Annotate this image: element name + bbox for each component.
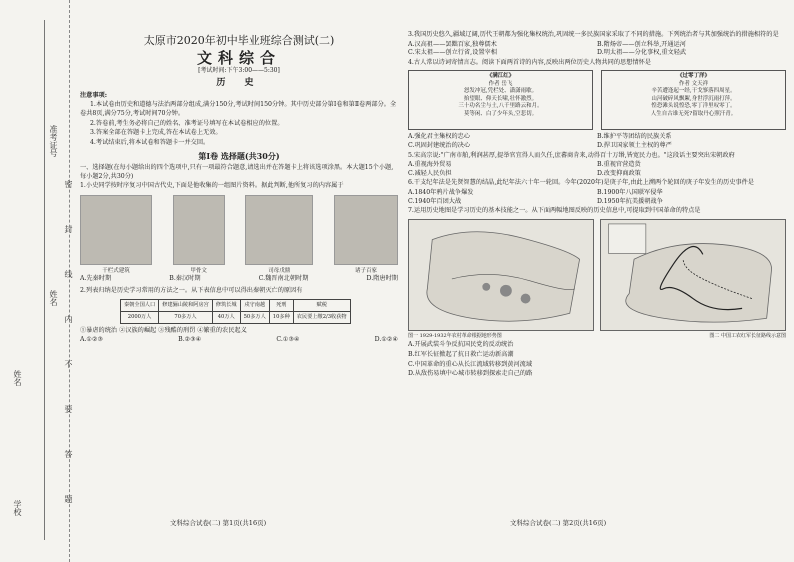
table-cell: 70多万人 bbox=[159, 311, 213, 323]
q3-options bbox=[408, 41, 786, 58]
table-cell: 2000万人 bbox=[121, 311, 159, 323]
page-footer-1: 文科综合试卷(二) 第1页(共16页) bbox=[170, 519, 267, 527]
option: D.1950年抗美援朝战争 bbox=[597, 197, 663, 205]
poem-boxes bbox=[408, 70, 786, 130]
option: B.重视官营造货 bbox=[597, 161, 641, 169]
poem-box-2 bbox=[601, 70, 786, 130]
table-cell: 修建骊山陵和阿房宫 bbox=[159, 299, 213, 311]
seal-char: 内 bbox=[64, 315, 73, 323]
note-item: 4.考试结束后,将本试卷和答题卡一并交回。 bbox=[90, 138, 210, 146]
map-caption: 图一 1929-1932年农村革命根据地形势图 bbox=[408, 332, 502, 339]
poem-title: 《满江红》 bbox=[486, 73, 515, 80]
seal-char: 要 bbox=[64, 405, 73, 413]
table-cell: 死刑 bbox=[269, 299, 293, 311]
table-cell: 40万人 bbox=[212, 311, 240, 323]
option: A.1840年鸦片战争爆发 bbox=[408, 188, 474, 196]
poem-author: 作者 岳飞 bbox=[488, 80, 513, 87]
note-item: 2.答卷前,考生务必将自己的姓名、准考证号填写在本试卷相应的位置。 bbox=[90, 119, 284, 127]
table-cell: 戍守南越 bbox=[240, 299, 269, 311]
option: A.汉高祖——罢黜百家,独尊儒术 bbox=[408, 40, 497, 48]
q1-images bbox=[80, 195, 398, 265]
caption: 甲骨文 bbox=[190, 267, 207, 274]
exam-title: 太原市2020年初中毕业班综合测试(二) bbox=[143, 34, 335, 47]
map-long-march bbox=[600, 219, 786, 331]
zkzh-label: 准考证号 bbox=[49, 125, 58, 157]
exam-time: [考试时间:下午3:00——5:30] bbox=[198, 66, 280, 74]
question-5: 5.宋高宗说:"广南市舶,利润甚厚,提举官宜得人而久任,庶蕃商肯来,动得百十万缗,皆宽民力也。"这段话主要突出宋朝政府 bbox=[408, 151, 735, 159]
question-7: 7.运用历史地图是学习历史的基本技能之一。从下面两幅地图反映的历史信息中,可提取到中国革命的特点是 bbox=[408, 207, 701, 215]
option: B.②③④ bbox=[178, 336, 202, 344]
page-footer-2: 文科综合试卷(二) 第2页(共16页) bbox=[510, 519, 607, 527]
name-label-2: 姓名 bbox=[13, 370, 22, 386]
section-intro: 一、选择题(在每小题给出的四个选项中,只有一项最符合题意,请选出并在答题卡上将该选项涂黑。本大题15个小题,每小题2分,共30分) bbox=[80, 163, 394, 180]
option: C.1940年百团大战 bbox=[408, 197, 462, 205]
option: B.红军长征掀起了抗日救亡运动新高潮 bbox=[408, 350, 514, 358]
option: A.先秦时期 bbox=[80, 275, 112, 283]
poem-line: 莫等闲、白了少年头,空悲切。 bbox=[463, 110, 538, 117]
poem-line: 人生自古谁无死?留取丹心照汗青。 bbox=[650, 110, 737, 117]
question-3: 3.我国历史悠久,疆域辽阔,历代王朝都为强化集权统治,巩固统一多民族国家采取了不同的措施。下列统治者与其加强统治的措施相符的是 bbox=[408, 31, 779, 38]
poem-line: 惶恐滩头说惶恐,零丁洋里叹零丁。 bbox=[651, 103, 736, 110]
table-cell: 赋税 bbox=[293, 299, 350, 311]
question-6: 6.干支纪年法是先贤智慧的结晶,此纪年法六十年一轮回。今年(2020年)是庚子年,由此上溯两个轮回的庚子年发生的历史事件是 bbox=[408, 179, 754, 187]
map-base-areas bbox=[408, 219, 594, 331]
table-cell: 秦朝全国人口 bbox=[121, 299, 159, 311]
map-base-areas-svg bbox=[409, 220, 593, 330]
section-history: 历 史 bbox=[216, 78, 262, 89]
note-item: 1.本试卷由历史和道德与法治两部分组成,满分150分,考试时间150分钟。其中历史部分第Ⅰ卷和第Ⅱ卷两部分。全卷共8页,满分75分,考试时间70分钟。 bbox=[80, 101, 397, 117]
q1-options bbox=[80, 275, 398, 284]
name-label: 姓名 bbox=[49, 290, 58, 306]
option: D.从敌伤易填中心城市转移到探索走自己的路 bbox=[408, 370, 533, 378]
option: B.维护平等团结的民族关系 bbox=[597, 133, 672, 141]
poem-line: 三十功名尘与土,八千里路云和月。 bbox=[458, 103, 543, 110]
poem-line: 山河破碎风飘絮,身世浮沉雨打萍。 bbox=[651, 95, 736, 102]
map-caption: 图二 中国工农红军长征路线示意图 bbox=[709, 332, 786, 339]
qin-table bbox=[120, 299, 351, 324]
table-row bbox=[121, 299, 351, 311]
stilt-house-image bbox=[80, 195, 152, 265]
poem-line: 辛苦遭逢起一经,干戈寥落四周星。 bbox=[651, 88, 736, 95]
option: D.①②④ bbox=[374, 336, 398, 344]
option: D.隋唐时期 bbox=[366, 275, 398, 283]
option: C.宋太祖——创立行省,设置宰相 bbox=[408, 49, 497, 57]
option: D.明太祖——分化事权,重文轻武 bbox=[597, 49, 687, 57]
option: A.强化君主集权的忠心 bbox=[408, 133, 471, 141]
binding-margin bbox=[0, 0, 73, 562]
q2-options bbox=[80, 336, 398, 345]
caption: 司母戊鼎 bbox=[268, 267, 291, 274]
question-2: 2.列表归纳是历史学习常用的方法之一。从下表信息中可以得出秦朝灭亡的原因有 bbox=[80, 286, 303, 294]
seal-char: 不 bbox=[64, 360, 73, 368]
question-1: 1.小史同学按时序复习中国古代史,下面是他收集的一组图片资料。据此判断,他所复习的内容属于 bbox=[80, 182, 344, 190]
seal-char: 线 bbox=[64, 270, 73, 278]
seal-char: 密 bbox=[64, 180, 73, 188]
question-4: 4.古人常以诗词寄情言志。阅读下面两首诗的内容,反映出两位历史人物共同的思想情怀是 bbox=[408, 58, 651, 66]
q6-options bbox=[408, 189, 786, 206]
q4-options bbox=[408, 133, 786, 150]
school-label: 学校 bbox=[13, 500, 22, 516]
option: D.改变抑商政策 bbox=[597, 169, 641, 177]
left-column bbox=[80, 30, 398, 345]
seal-char: 答 bbox=[64, 450, 73, 458]
map-long-march-svg bbox=[601, 220, 785, 330]
option: A.开展武装斗争反抗国民党的反动统治 bbox=[408, 341, 514, 349]
table-cell: 10多种 bbox=[269, 311, 293, 323]
map-captions bbox=[408, 332, 786, 341]
q1-captions bbox=[80, 267, 398, 276]
subject-title: 文科综合 bbox=[196, 49, 281, 67]
poem-title: 《过零丁洋》 bbox=[676, 73, 710, 80]
q2-items: ①暴虐的统治 ②汉族的崛起 ③残酷的刑罚 ④繁重的农民起义 bbox=[80, 326, 247, 334]
option: C.①③④ bbox=[276, 336, 300, 344]
table-row bbox=[121, 311, 351, 323]
option: D.捍卫国家领土主权的尊严 bbox=[597, 141, 672, 149]
bronze-ding-image bbox=[245, 195, 313, 265]
option: A.重视海外贸易 bbox=[408, 161, 452, 169]
notes-title: 注意事项: bbox=[80, 91, 108, 99]
caption: 干栏式建筑 bbox=[102, 267, 130, 274]
option: B.隋炀帝——创立科举,开通运河 bbox=[597, 40, 686, 48]
table-cell: 农民要上缴2/3收获物 bbox=[293, 311, 350, 323]
option: C.减轻人民负担 bbox=[408, 169, 452, 177]
table-cell: 50多万人 bbox=[240, 311, 269, 323]
map-row bbox=[408, 219, 786, 331]
note-item: 3.答案全部在答题卡上完成,答在本试卷上无效。 bbox=[90, 129, 222, 137]
caption: 诸子百家 bbox=[354, 267, 377, 274]
seal-char: 题 bbox=[64, 495, 73, 503]
right-column bbox=[408, 30, 786, 380]
option: A.①②③ bbox=[80, 336, 104, 344]
binding-line bbox=[44, 20, 45, 540]
option: B.秦汉时期 bbox=[169, 275, 201, 283]
table-cell: 修筑长城 bbox=[212, 299, 240, 311]
oracle-bone-image bbox=[173, 195, 225, 265]
poem-line: 怒发冲冠,凭栏处、潇潇雨歇。 bbox=[463, 88, 538, 95]
part1-title: 第Ⅰ卷 选择题(共30分) bbox=[198, 151, 280, 162]
option: B.1900年八国联军侵华 bbox=[597, 188, 663, 196]
seal-char: 封 bbox=[64, 225, 73, 233]
q5-options bbox=[408, 161, 786, 178]
option: C.中国革命的重心从长江流域转移到黄河流域 bbox=[408, 360, 533, 368]
poem-box-1 bbox=[408, 70, 593, 130]
option: C.巩固封建统治的决心 bbox=[408, 141, 471, 149]
philosophers-image bbox=[334, 195, 398, 265]
poem-author: 作者 文天祥 bbox=[678, 80, 709, 87]
poem-line: 抬望眼、仰天长啸,壮怀激烈。 bbox=[463, 95, 538, 102]
option: C.魏晋南北朝时期 bbox=[258, 275, 309, 283]
